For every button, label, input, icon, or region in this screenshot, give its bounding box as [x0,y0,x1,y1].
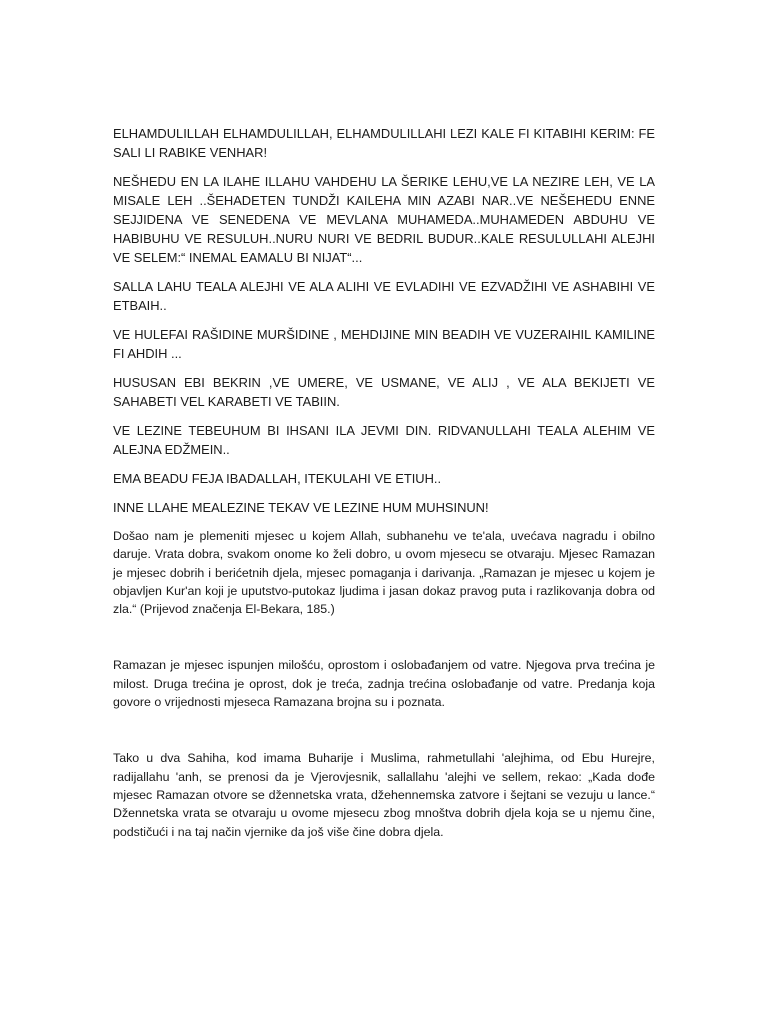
paragraph-salawat: SALLA LAHU TEALA ALEJHI VE ALA ALIHI VE EVLADIHI VE EZVADŽIHI VE ASHABIHI VE ETBAIH.. [113,279,655,313]
paragraph-ramadan-intro: Došao nam je plemeniti mjesec u kojem Allah, subhanehu ve te'ala, uvećava nagradu i obilno daruje. Vrata dobra, svakom onome ko želi dobro, u ovom mjesecu se otvaraju. Mjesec Ramazan je mjesec dobrih i berićetnih djela, mjesec pomaganja i darivanja. „Ramazan je mjesec u kojem je objavljen Kur'an koji je uputstvo-putokaz ljudima i jasan dokaz pravog puta i razlikovanja dobra od zla.“ (Prijevod značenja El-Bekara, 185.) [113,529,655,617]
paragraph-shahada: NEŠHEDU EN LA ILAHE ILLAHU VAHDEHU LA ŠERIKE LEHU,VE LA NEZIRE LEH, VE LA MISALE LEH ..ŠEHADETEN TUNDŽI KAILEHA MIN AZABI NAR..VE NEŠEHEDU ENNE SEJJIDENA VE SENEDENA VE MEVLANA MUHAMEDA..MUHAMEDEN ABDUHU VE HABIBUHU VE RESULUH..NURU NURI VE BEDRIL BUDUR..KALE RESULULLAHI ALEJHI VE SELEM:“ INEMAL EAMALU BI NIJAT“... [113,174,655,265]
paragraph-ema-beadu: EMA BEADU FEJA IBADALLAH, ITEKULAHI VE ETIUH.. [113,471,442,486]
paragraph-caliphs: VE HULEFAI RAŠIDINE MURŠIDINE , MEHDIJINE MIN BEADIH VE VUZERAIHIL KAMILINE FI AHDIH ... [113,327,655,361]
document-page [113,124,655,841]
paragraph-companions: HUSUSAN EBI BEKRIN ,VE UMERE, VE USMANE, VE ALIJ , VE ALA BEKIJETI VE SAHABETI VEL KARABETI VE TABIIN. [113,375,655,409]
paragraph-praise: ELHAMDULILLAH ELHAMDULILLAH, ELHAMDULILLAHI LEZI KALE FI KITABIHI KERIM: FE SALI LI RABIKE VENHAR! [113,126,655,160]
paragraph-followers: VE LEZINE TEBEUHUM BI IHSANI ILA JEVMI DIN. RIDVANULLAHI TEALA ALEHIM VE ALEJNA EDŽMEIN.. [113,423,655,457]
paragraph-hadith: Tako u dva Sahiha, kod imama Buharije i Muslima, rahmetullahi 'alejhima, od Ebu Hurejre, radijallahu 'anh, se prenosi da je Vjerovjesnik, sallallahu 'alejhi ve sellem, rekao: „Kada dođe mjesec Ramazan otvore se džennetska vrata, džehennemska zatvore i šejtani se vezuju u lance.“ Džennetska vrata se otvaraju u ovome mjesecu zbog mnoštva dobrih djela koja se u njemu čine, podstičući i na taj način vjernike da još više čine dobra djela. [113,751,655,839]
paragraph-ramadan-mercy: Ramazan je mjesec ispunjen milošću, oprostom i oslobađanjem od vatre. Njegova prva trećina je milost. Druga trećina je oprost, dok je treća, zadnja trećina oslobađanje od vatre. Predanja koja govore o vrijednosti mjeseca Ramazana brojna su i poznata. [113,658,655,710]
paragraph-inne-llahe: INNE LLAHE MEALEZINE TEKAV VE LEZINE HUM MUHSINUN! [113,500,489,515]
